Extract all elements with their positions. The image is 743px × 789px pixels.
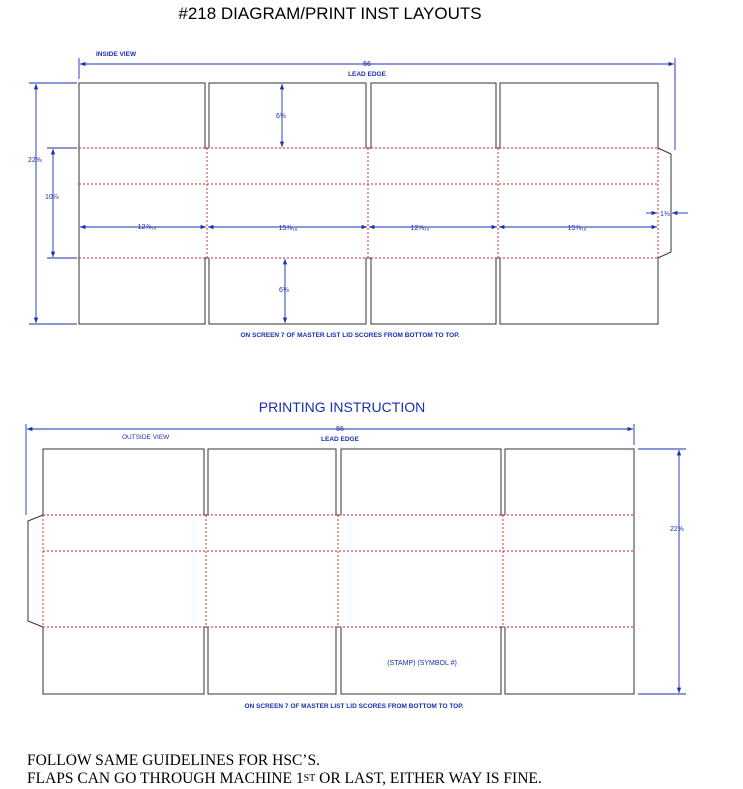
- panel-width-2: 15⅞₁₆: [278, 225, 298, 232]
- footer-line-2-start: FLAPS CAN GO THROUGH MACHINE 1: [27, 770, 304, 787]
- panel-width-4: 15⅞₁₆: [567, 225, 587, 232]
- footer-line-2: [27, 770, 542, 789]
- inside-score-lines: [79, 148, 658, 258]
- top-flap-height-label: 6⅛: [276, 113, 286, 120]
- inside-view-label: INSIDE VIEW: [96, 51, 137, 58]
- inside-cut-lines: [79, 83, 671, 324]
- printing-note: ON SCREEN 7 OF MASTER LIST LID SCORES FROM BOTTOM TO TOP.: [244, 703, 464, 710]
- printing-instruction-heading: PRINTING INSTRUCTION: [258, 399, 426, 415]
- inside-view-note: ON SCREEN 7 OF MASTER LIST LID SCORES FROM BOTTOM TO TOP.: [240, 332, 460, 339]
- footer-superscript: ST: [303, 773, 316, 784]
- panel-width-3: 12⅞₁₆: [410, 225, 430, 232]
- footer-line-2-end: OR LAST, EITHER WAY IS FINE.: [315, 770, 542, 787]
- panel-width-1: 12⅞₁₆: [137, 224, 157, 231]
- outside-lead-edge-label: LEAD EDGE: [321, 436, 359, 443]
- outside-score-lines: [43, 515, 634, 627]
- outside-overall-width-label: 56: [336, 426, 344, 433]
- outside-cut-lines: [28, 449, 634, 694]
- page-title: #218 DIAGRAM/PRINT INST LAYOUTS: [178, 4, 482, 23]
- overall-height-label: 22⅝: [28, 157, 42, 164]
- outside-view-label: OUTSIDE VIEW: [122, 434, 170, 441]
- outside-overall-height-label: 22⅝: [670, 526, 684, 533]
- footer-line-1: FOLLOW SAME GUIDELINES FOR HSC’S.: [27, 752, 320, 769]
- outside-dimension-lines: [26, 424, 686, 694]
- body-height-label: 10⅞: [45, 194, 59, 201]
- printing-instruction-diagram: [26, 399, 686, 710]
- bottom-flap-height-label: 6⅛: [279, 287, 289, 294]
- inside-dimension-labels: [28, 51, 670, 339]
- overall-width-label: 56: [363, 61, 371, 68]
- glue-flap-width-label: 1⅜: [660, 211, 670, 218]
- stamp-symbol-label: (STAMP) (SYMBOL #): [387, 660, 457, 667]
- inside-view-diagram: [28, 51, 688, 339]
- lead-edge-label: LEAD EDGE: [348, 71, 386, 78]
- inside-dimension-lines: [29, 58, 688, 324]
